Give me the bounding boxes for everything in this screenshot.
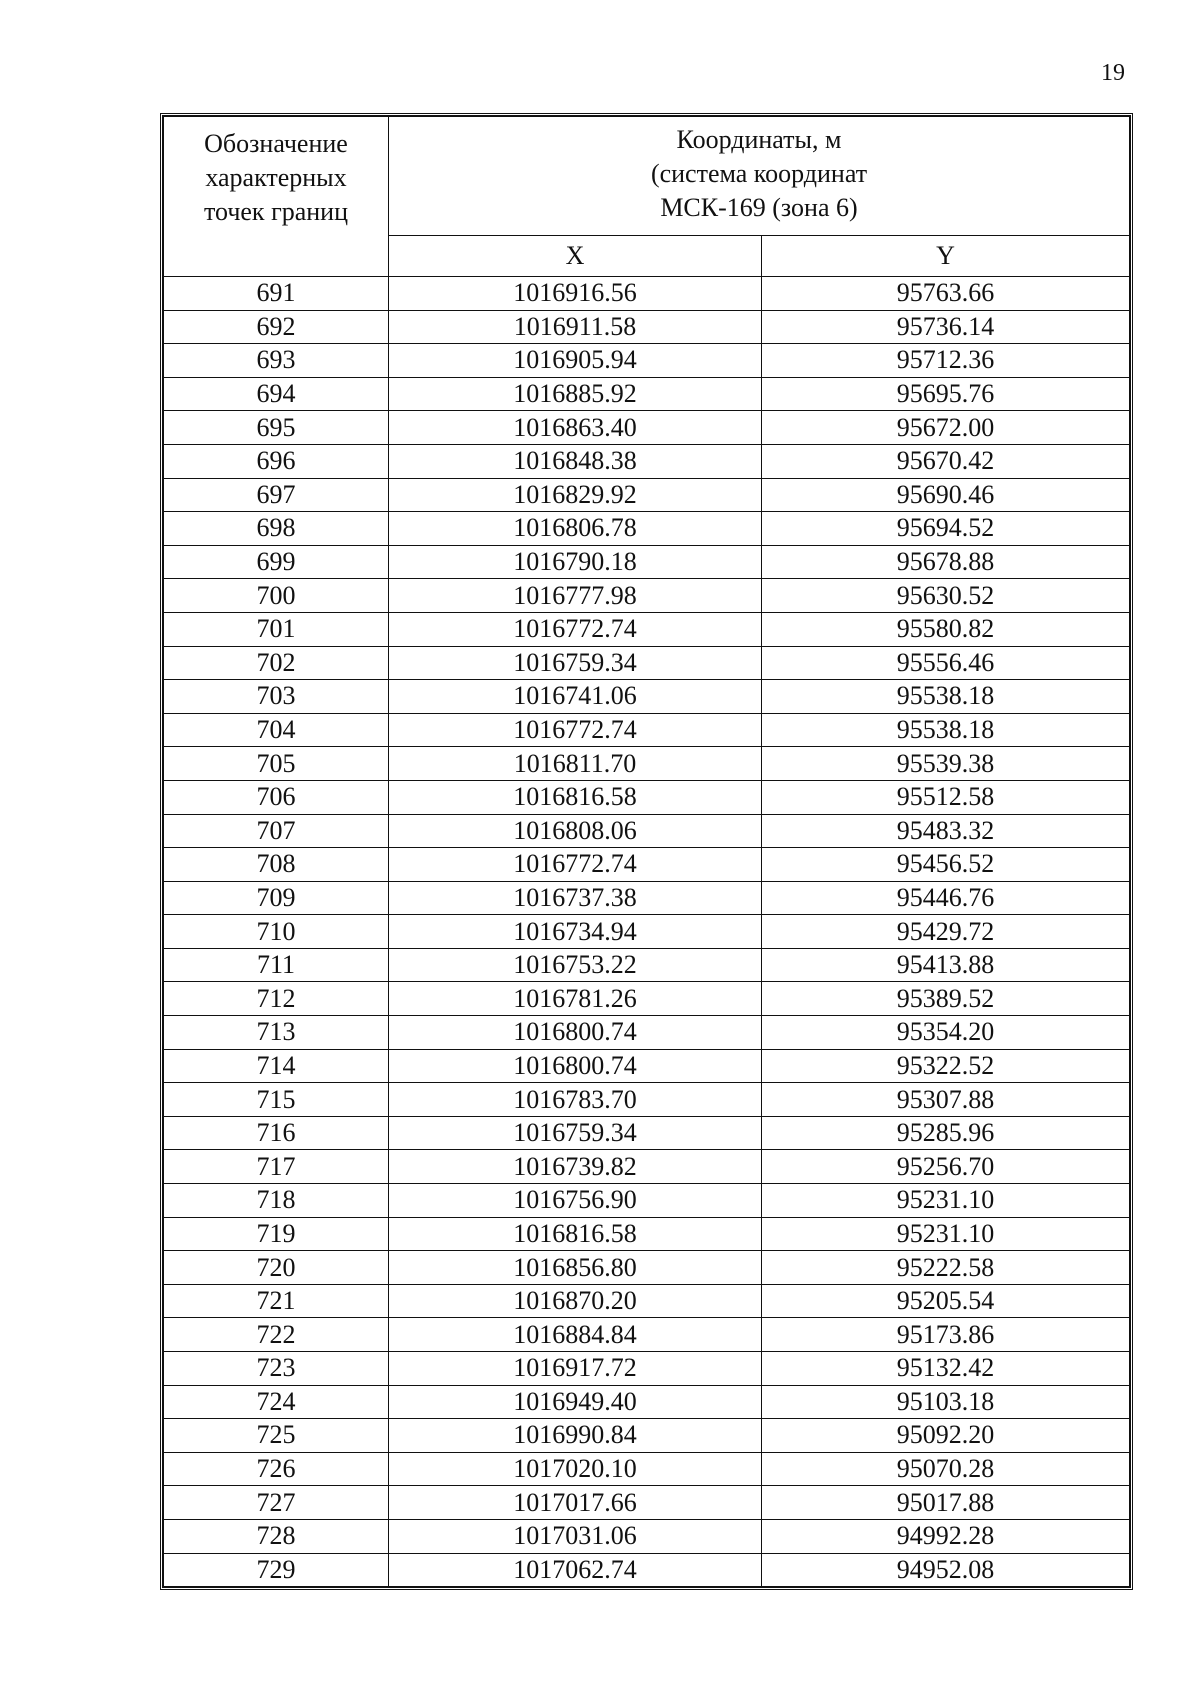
x-coordinate-cell: 1016741.06 [389, 680, 762, 714]
table-row [164, 579, 1130, 613]
table-row [164, 848, 1130, 882]
x-coordinate-cell: 1016884.84 [389, 1318, 762, 1352]
x-coordinate-cell: 1016734.94 [389, 915, 762, 949]
table-row [164, 982, 1130, 1016]
point-number-cell: 713 [164, 1016, 389, 1050]
x-coordinate-cell: 1016756.90 [389, 1184, 762, 1218]
table-row [164, 1184, 1130, 1218]
y-coordinate-cell: 95285.96 [762, 1116, 1130, 1150]
y-coordinate-cell: 95231.10 [762, 1217, 1130, 1251]
x-coordinate-cell: 1016816.58 [389, 780, 762, 814]
x-coordinate-cell: 1017062.74 [389, 1553, 762, 1587]
point-number-cell: 704 [164, 713, 389, 747]
point-number-cell: 707 [164, 814, 389, 848]
y-coordinate-cell: 95307.88 [762, 1083, 1130, 1117]
table-row [164, 646, 1130, 680]
point-number-cell: 720 [164, 1251, 389, 1285]
point-number-cell: 706 [164, 780, 389, 814]
header-line: МСК-169 (зона 6) [660, 193, 858, 222]
point-number-cell: 694 [164, 377, 389, 411]
point-number-cell: 721 [164, 1284, 389, 1318]
point-number-cell: 710 [164, 915, 389, 949]
table-row [164, 377, 1130, 411]
table-row [164, 478, 1130, 512]
y-coordinate-cell: 95672.00 [762, 411, 1130, 445]
y-coordinate-cell: 95695.76 [762, 377, 1130, 411]
table-row [164, 310, 1130, 344]
table-row [164, 1385, 1130, 1419]
y-coordinate-cell: 95630.52 [762, 579, 1130, 613]
x-coordinate-cell: 1016808.06 [389, 814, 762, 848]
point-number-cell: 705 [164, 747, 389, 781]
header-line: Обозначение [204, 129, 348, 158]
table-row [164, 612, 1130, 646]
point-number-cell: 725 [164, 1419, 389, 1453]
y-coordinate-cell: 95538.18 [762, 680, 1130, 714]
coordinates-header [389, 117, 1130, 236]
table-row [164, 344, 1130, 378]
table-row [164, 411, 1130, 445]
y-coordinate-cell: 95694.52 [762, 512, 1130, 546]
y-coordinate-cell: 95103.18 [762, 1385, 1130, 1419]
coordinates-table-frame [160, 113, 1133, 1590]
point-number-cell: 715 [164, 1083, 389, 1117]
x-coordinate-cell: 1016772.74 [389, 612, 762, 646]
y-coordinate-cell: 95092.20 [762, 1419, 1130, 1453]
y-coordinate-cell: 95456.52 [762, 848, 1130, 882]
x-coordinate-cell: 1016772.74 [389, 848, 762, 882]
point-number-cell: 712 [164, 982, 389, 1016]
y-coordinate-cell: 95538.18 [762, 713, 1130, 747]
y-coordinate-cell: 95736.14 [762, 310, 1130, 344]
y-coordinate-cell: 94992.28 [762, 1519, 1130, 1553]
x-coordinate-cell: 1016790.18 [389, 545, 762, 579]
y-coordinate-cell: 95354.20 [762, 1016, 1130, 1050]
x-coordinate-cell: 1016759.34 [389, 646, 762, 680]
point-number-cell: 702 [164, 646, 389, 680]
coordinates-table [163, 116, 1130, 1587]
x-coordinate-cell: 1016911.58 [389, 310, 762, 344]
point-number-cell: 714 [164, 1049, 389, 1083]
x-coordinate-cell: 1017031.06 [389, 1519, 762, 1553]
x-coordinate-cell: 1016949.40 [389, 1385, 762, 1419]
point-number-cell: 703 [164, 680, 389, 714]
point-number-cell: 691 [164, 277, 389, 311]
table-row [164, 1116, 1130, 1150]
y-coordinate-cell: 95070.28 [762, 1452, 1130, 1486]
table-row [164, 881, 1130, 915]
table-row [164, 1419, 1130, 1453]
point-number-cell: 700 [164, 579, 389, 613]
y-coordinate-cell: 95017.88 [762, 1486, 1130, 1520]
x-coordinate-cell: 1016800.74 [389, 1016, 762, 1050]
x-coordinate-cell: 1016990.84 [389, 1419, 762, 1453]
point-number-cell: 699 [164, 545, 389, 579]
table-row [164, 1049, 1130, 1083]
point-number-cell: 708 [164, 848, 389, 882]
x-coordinate-cell: 1016829.92 [389, 478, 762, 512]
x-coordinate-cell: 1016772.74 [389, 713, 762, 747]
x-coordinate-cell: 1016806.78 [389, 512, 762, 546]
point-number-cell: 701 [164, 612, 389, 646]
table-row [164, 1251, 1130, 1285]
x-coordinate-cell: 1016777.98 [389, 579, 762, 613]
table-row [164, 277, 1130, 311]
x-coordinate-cell: 1016848.38 [389, 444, 762, 478]
y-coordinate-cell: 95256.70 [762, 1150, 1130, 1184]
table-row [164, 1217, 1130, 1251]
table-row [164, 444, 1130, 478]
table-row [164, 814, 1130, 848]
x-coordinate-cell: 1016870.20 [389, 1284, 762, 1318]
point-number-cell: 728 [164, 1519, 389, 1553]
y-coordinate-cell: 95413.88 [762, 948, 1130, 982]
y-coordinate-cell: 95322.52 [762, 1049, 1130, 1083]
y-coordinate-cell: 95389.52 [762, 982, 1130, 1016]
table-row [164, 1150, 1130, 1184]
point-number-cell: 716 [164, 1116, 389, 1150]
x-coordinate-cell: 1017017.66 [389, 1486, 762, 1520]
header-line: (система координат [650, 159, 868, 188]
table-row [164, 1452, 1130, 1486]
point-designation-header [164, 117, 389, 277]
table-row [164, 915, 1130, 949]
point-number-cell: 698 [164, 512, 389, 546]
table-row [164, 713, 1130, 747]
x-coordinate-cell: 1016885.92 [389, 377, 762, 411]
table-row [164, 1083, 1130, 1117]
y-coordinate-cell: 95556.46 [762, 646, 1130, 680]
x-coordinate-cell: 1016905.94 [389, 344, 762, 378]
x-column-header: X [389, 236, 762, 277]
table-row [164, 780, 1130, 814]
point-number-cell: 722 [164, 1318, 389, 1352]
point-number-cell: 697 [164, 478, 389, 512]
x-coordinate-cell: 1016800.74 [389, 1049, 762, 1083]
y-coordinate-cell: 95205.54 [762, 1284, 1130, 1318]
x-coordinate-cell: 1016781.26 [389, 982, 762, 1016]
y-coordinate-cell: 95690.46 [762, 478, 1130, 512]
table-body [164, 277, 1130, 1587]
point-number-cell: 717 [164, 1150, 389, 1184]
table-row [164, 1519, 1130, 1553]
y-column-header: Y [762, 236, 1130, 277]
x-coordinate-cell: 1016759.34 [389, 1116, 762, 1150]
table-row [164, 948, 1130, 982]
x-coordinate-cell: 1016811.70 [389, 747, 762, 781]
table-header [164, 117, 1130, 277]
point-number-cell: 723 [164, 1352, 389, 1386]
x-coordinate-cell: 1016856.80 [389, 1251, 762, 1285]
x-coordinate-cell: 1016753.22 [389, 948, 762, 982]
y-coordinate-cell: 95231.10 [762, 1184, 1130, 1218]
point-number-cell: 729 [164, 1553, 389, 1587]
page-number: 19 [1101, 60, 1125, 86]
point-number-cell: 718 [164, 1184, 389, 1218]
header-line: Координаты, м [676, 125, 842, 154]
point-number-cell: 719 [164, 1217, 389, 1251]
y-coordinate-cell: 95132.42 [762, 1352, 1130, 1386]
y-coordinate-cell: 95446.76 [762, 881, 1130, 915]
y-coordinate-cell: 95670.42 [762, 444, 1130, 478]
y-coordinate-cell: 95429.72 [762, 915, 1130, 949]
point-number-cell: 726 [164, 1452, 389, 1486]
y-coordinate-cell: 95763.66 [762, 277, 1130, 311]
table-row [164, 512, 1130, 546]
y-coordinate-cell: 95512.58 [762, 780, 1130, 814]
y-coordinate-cell: 94952.08 [762, 1553, 1130, 1587]
y-coordinate-cell: 95483.32 [762, 814, 1130, 848]
table-row [164, 1016, 1130, 1050]
x-coordinate-cell: 1016917.72 [389, 1352, 762, 1386]
point-number-cell: 724 [164, 1385, 389, 1419]
table-row [164, 1486, 1130, 1520]
point-number-cell: 692 [164, 310, 389, 344]
point-number-cell: 695 [164, 411, 389, 445]
x-coordinate-cell: 1016916.56 [389, 277, 762, 311]
x-coordinate-cell: 1016739.82 [389, 1150, 762, 1184]
point-number-cell: 696 [164, 444, 389, 478]
header-line: характерных [205, 163, 347, 192]
y-coordinate-cell: 95539.38 [762, 747, 1130, 781]
point-number-cell: 711 [164, 948, 389, 982]
table-row [164, 1318, 1130, 1352]
y-coordinate-cell: 95173.86 [762, 1318, 1130, 1352]
table-row [164, 545, 1130, 579]
y-coordinate-cell: 95222.58 [762, 1251, 1130, 1285]
table-row [164, 747, 1130, 781]
y-coordinate-cell: 95678.88 [762, 545, 1130, 579]
table-row [164, 1553, 1130, 1587]
table-row [164, 1284, 1130, 1318]
table-row [164, 680, 1130, 714]
x-coordinate-cell: 1016863.40 [389, 411, 762, 445]
point-number-cell: 709 [164, 881, 389, 915]
x-coordinate-cell: 1016737.38 [389, 881, 762, 915]
y-coordinate-cell: 95712.36 [762, 344, 1130, 378]
x-coordinate-cell: 1016816.58 [389, 1217, 762, 1251]
point-number-cell: 727 [164, 1486, 389, 1520]
x-coordinate-cell: 1016783.70 [389, 1083, 762, 1117]
x-coordinate-cell: 1017020.10 [389, 1452, 762, 1486]
y-coordinate-cell: 95580.82 [762, 612, 1130, 646]
table-row [164, 1352, 1130, 1386]
point-number-cell: 693 [164, 344, 389, 378]
header-line: точек границ [203, 197, 349, 226]
